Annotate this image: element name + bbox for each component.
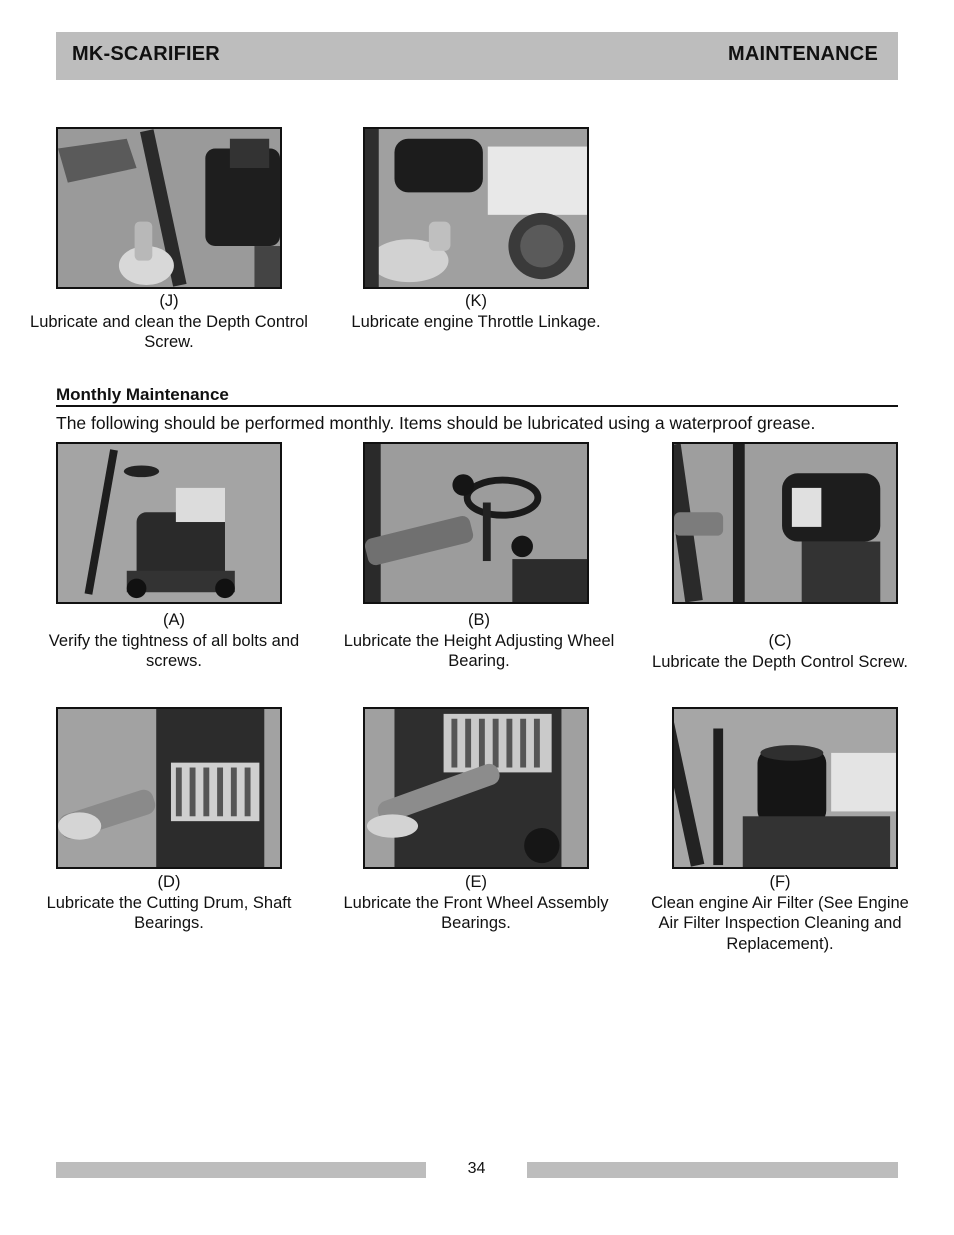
figure-caption: Lubricate the Height Adjusting Wheel Bearing.: [343, 631, 615, 670]
figure-caption: Lubricate the Depth Control Screw.: [652, 652, 908, 671]
photo-j-depth-control-screw: [56, 127, 282, 289]
section-divider: [56, 405, 898, 407]
photo-c-depth-control-screw: [672, 442, 898, 604]
figure-label: (J): [159, 292, 179, 310]
figure-caption: Lubricate the Cutting Drum, Shaft Bearings.: [46, 893, 292, 932]
figure-caption: Clean engine Air Filter (See Engine Air Filter Inspection Cleaning and Replacement).: [651, 893, 909, 953]
figure-label: (E): [465, 873, 487, 891]
figure-label: (D): [157, 873, 181, 891]
manual-title: MK-SCARIFIER: [72, 43, 220, 65]
figure-label: (B): [468, 611, 490, 629]
caption-j: [29, 291, 309, 353]
photo-d-cutting-drum: [56, 707, 282, 869]
monthly-maintenance-title: Monthly Maintenance: [56, 385, 229, 404]
page-number: 34: [467, 1160, 486, 1177]
photo-b-height-adjusting-wheel: [363, 442, 589, 604]
caption-f: [640, 872, 920, 954]
monthly-intro-text: The following should be performed monthly. Items should be lubricated using a waterproof grease.: [56, 413, 816, 433]
figure-caption: Verify the tightness of all bolts and screws.: [48, 631, 300, 670]
caption-a: [34, 610, 314, 672]
caption-d: [29, 872, 309, 934]
section-heading: MAINTENANCE: [728, 43, 878, 65]
footer-bar-left: [56, 1162, 426, 1178]
figure-label: (F): [769, 873, 791, 891]
caption-k: [336, 291, 616, 332]
figure-label: (A): [163, 611, 185, 629]
photo-e-front-wheel-assembly: [363, 707, 589, 869]
photo-k-throttle-linkage: [363, 127, 589, 289]
header-bar: [56, 32, 898, 80]
figure-caption: Lubricate the Front Wheel Assembly Bearings.: [343, 893, 609, 932]
caption-c: [640, 631, 920, 672]
photo-a-bolts-and-screws: [56, 442, 282, 604]
footer-bar-right: [527, 1162, 898, 1178]
caption-b: [339, 610, 619, 672]
photo-f-engine-air-filter: [672, 707, 898, 869]
figure-caption: Lubricate and clean the Depth Control Screw.: [30, 312, 308, 351]
caption-e: [336, 872, 616, 934]
figure-label: (K): [465, 292, 487, 310]
figure-caption: Lubricate engine Throttle Linkage.: [351, 312, 601, 331]
figure-label: (C): [768, 632, 792, 650]
